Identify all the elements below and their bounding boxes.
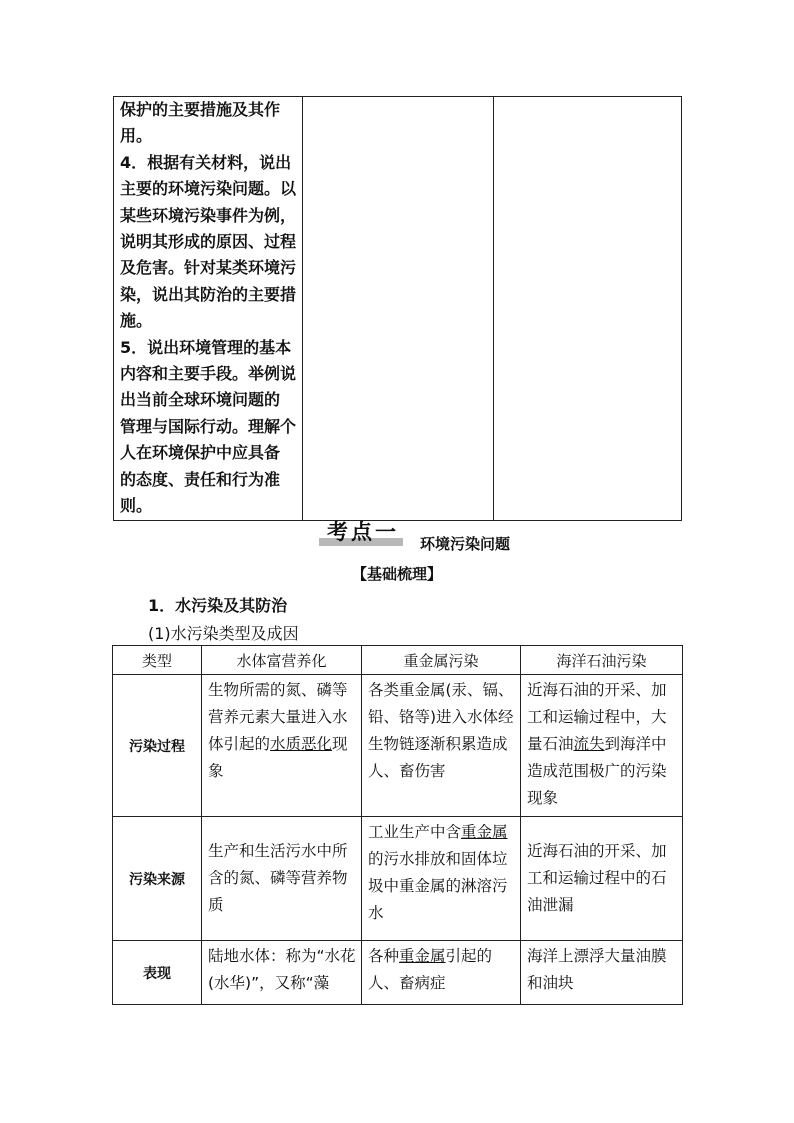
objective-line: 出当前全球环境问题的 [120,390,281,410]
objectives-table [113,96,682,521]
objective-line: 染，说出其防治的主要措 [120,284,297,304]
table-row [113,941,683,1005]
cell-text: 的污水排放和固体垃圾中重金属的淋溶污水 [368,850,508,922]
table-cell [202,817,362,941]
heading-water-pollution: 1．水污染及其防治 [148,596,288,615]
objective-line: 某些环境污染事件为例， [120,205,297,225]
column-header: 重金属污染 [362,646,521,675]
objective-line: 人在环境保护中应具备 [120,443,281,463]
table-cell [362,941,521,1005]
objective-line: 及危害。针对某类环境污 [120,258,297,278]
subsection-label: 【基础梳理】 [351,565,442,583]
table-cell [362,675,521,817]
objectives-cell [114,97,303,521]
cell-text: 现象 [208,735,348,780]
column-header: 类型 [113,646,202,675]
cell-text: 生产和生活污水中所含的氮、磷等营养物质 [208,842,348,914]
row-header: 污染来源 [113,817,202,941]
objective-line: 的态度、责任和行为准则。 [120,469,281,516]
cell-text: 近海石油的开采、加工和运输过程中的石油泄漏 [527,842,667,914]
cell-text: 各类重金属(汞、镉、铅、铬等)进入水体经生物链逐渐积累造成人、畜伤害 [368,681,514,780]
row-header: 污染过程 [113,675,202,817]
empty-cell [494,97,682,521]
row-header: 表现 [113,941,202,1005]
topic-badge [319,516,403,546]
cell-keyword: 重金属 [399,947,446,965]
table-cell [521,941,683,1005]
cell-text: 工业生产中含 [368,823,462,841]
objective-line: 说明其形成的原因、过程 [120,232,297,252]
table-row [113,675,683,817]
objective-line: 主要的环境污染问题。以 [120,179,297,199]
pollution-table [112,645,683,1005]
objectives-text [114,97,302,520]
table-cell [521,675,683,817]
cell-keyword: 水质恶化 [270,735,333,753]
objective-line: 内容和主要手段。举例说 [120,364,297,384]
cell-keyword: 重金属 [461,823,508,841]
empty-cell [303,97,494,521]
objective-line: 保护的主要措施及其作 [120,100,281,119]
cell-keyword: 流失 [573,735,605,753]
table-cell [202,675,362,817]
objective-line: 管理与国际行动。理解个 [120,416,297,436]
table-row [113,817,683,941]
table-cell [521,817,683,941]
table-cell [202,941,362,1005]
badge-label: 考点一 [327,520,399,544]
cell-text: 陆地水体：称为“水花(水华)”，又称“藻 [208,947,356,992]
column-header: 海洋石油污染 [521,646,683,675]
table-cell [362,817,521,941]
cell-text: 近海石油的开采、加工和运输过程中，大量石油 [527,681,667,753]
cell-text: 海洋上漂浮大量油膜和油块 [527,947,667,992]
cell-text: 引起的人、畜病症 [368,947,493,992]
objective-line: 用。 [120,126,153,146]
cell-text: 生物所需的氮、磷等营养元素大量进入水体引起的 [208,681,348,753]
heading-pollution-types: (1)水污染类型及成因 [148,624,299,643]
objective-line: 4．根据有关材料，说出 [120,152,292,172]
cell-text: 各种 [368,947,400,965]
column-header: 水体富营养化 [202,646,362,675]
table-header-row [113,646,683,675]
cell-text: 到海洋中造成范围极广的污染现象 [527,735,667,807]
objective-line: 施。 [120,311,153,331]
objective-line: 5．说出环境管理的基本 [120,337,292,357]
section-title: 环境污染问题 [420,535,511,553]
